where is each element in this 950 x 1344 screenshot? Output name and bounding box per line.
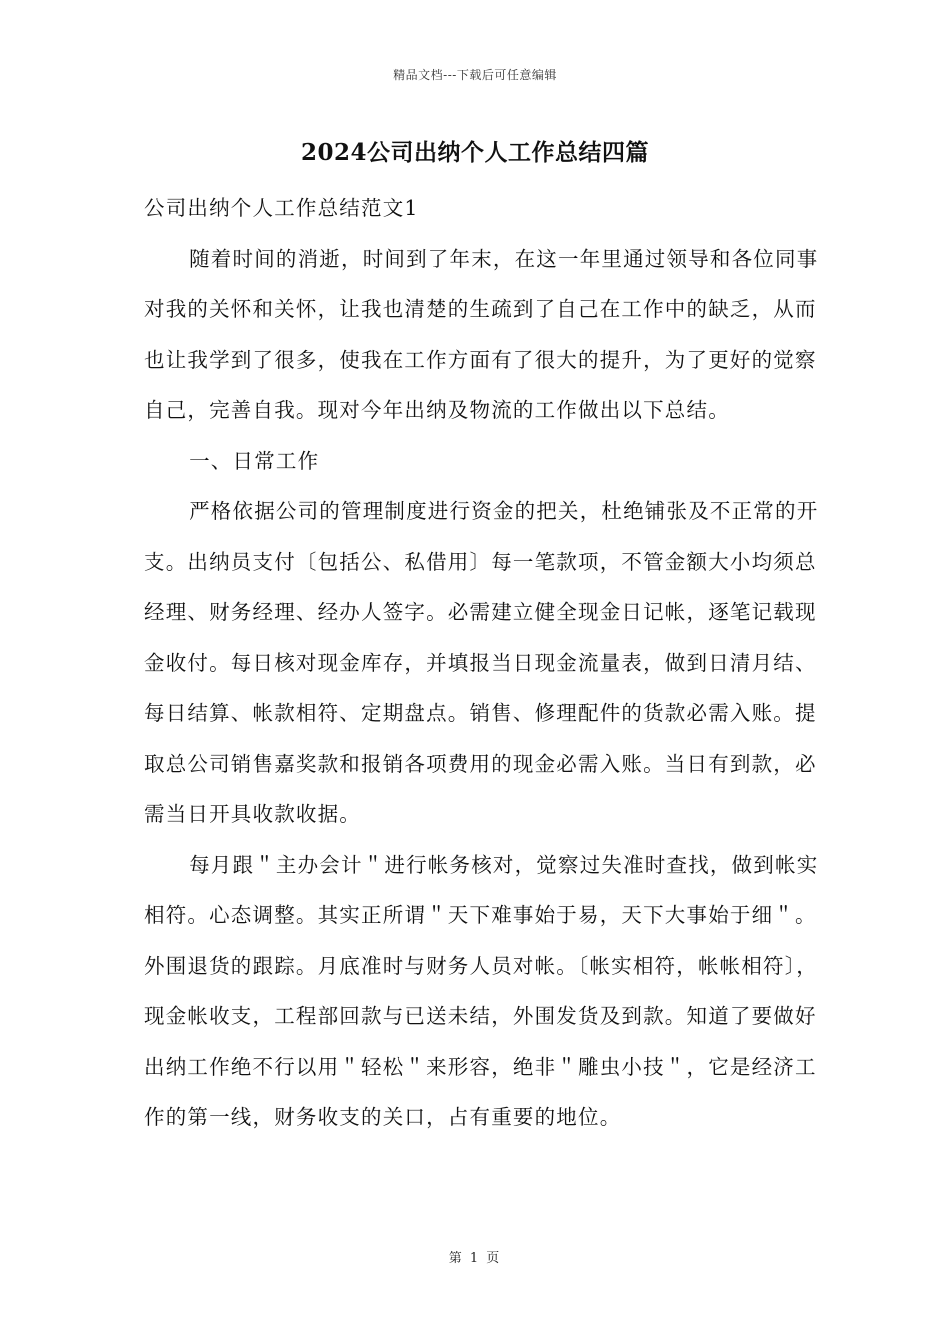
paragraph-monthly-reconciliation: 每月跟＂主办会计＂进行帐务核对，觉察过失准时查找，做到帐实相符。心态调整。其实正所谓＂天下难事始于易，天下大事始于细＂。外围退货的跟踪。月底准时与财务人员对帐。〔帐实相符，帐帐相符〕，现金帐收支，工程部回款与已送未结，外围发货及到款。知道了要做好出纳工作绝不行以用＂轻松＂来形容，绝非＂雕虫小技＂，它是经济工作的第一线，财务收支的关口，占有重要的地位。 [144, 852, 819, 1129]
header-note: 精品文档---下载后可任意编辑 [393, 68, 557, 82]
section-heading-daily-work: 一、日常工作 [189, 448, 320, 473]
document-title: 2024公司出纳个人工作总结四篇 [300, 139, 649, 166]
page-number: 第 1 页 [448, 1251, 502, 1266]
paragraph-daily-work: 严格依据公司的管理制度进行资金的把关，杜绝铺张及不正常的开支。出纳员支付〔包括公、私借用〕每一笔款项，不管金额大小均须总经理、财务经理、经办人签字。必需建立健全现金日记帐，逐笔记载现金收付。每日核对现金库存，并填报当日现金流量表，做到日清月结、每日结算、帐款相符、定期盘点。销售、修理配件的货款必需入账。提取总公司销售嘉奖款和报销各项费用的现金必需入账。当日有到款，必需当日开具收款收据。 [144, 499, 819, 826]
section-subheading: 公司出纳个人工作总结范文1 [144, 196, 419, 220]
document-body [144, 183, 820, 1143]
paragraph-intro: 随着时间的消逝，时间到了年末，在这一年里通过领导和各位同事对我的关怀和关怀，让我也清楚的生疏到了自己在工作中的缺乏，从而也让我学到了很多，使我在工作方面有了很大的提升，为了更好的觉察自己，完善自我。现对今年出纳及物流的工作做出以下总结。 [144, 246, 819, 422]
